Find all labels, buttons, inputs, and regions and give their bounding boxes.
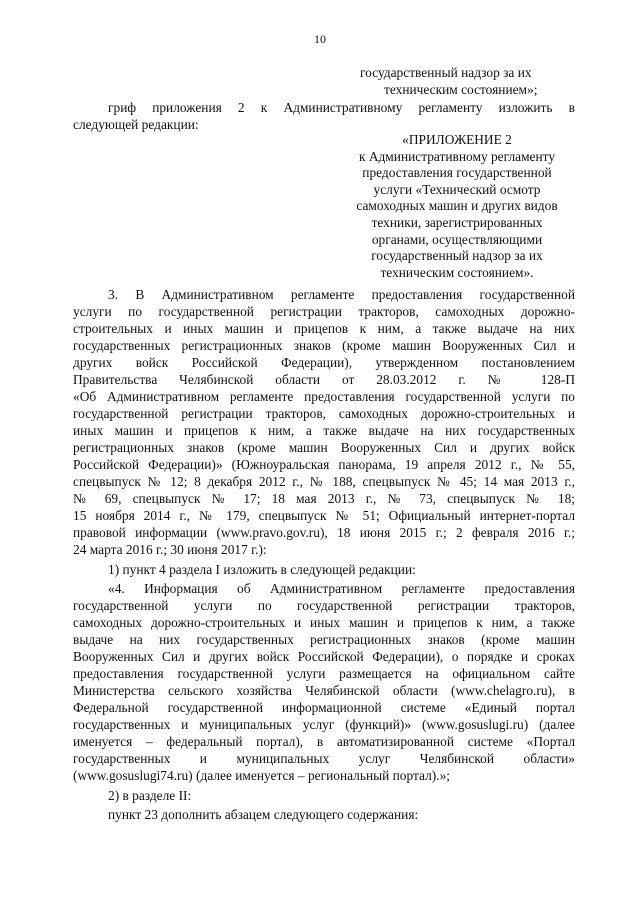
item3-line: Правительства Челябинской области от 28.03.2012 г. № 128-П (73, 372, 575, 387)
item3-line: спецвыпуск № 12; 8 декабря 2012 г., № 188, спецвыпуск № 45; 14 мая 2013 г., (73, 474, 575, 489)
item4-line: именуется – федеральный портал), в автоматизированной системе «Портал (73, 734, 575, 749)
item3-line: других войск Российской Федерации), утвержденном постановлением (73, 355, 575, 370)
item3-line: правовой информации (www.pravo.gov.ru), 18 июня 2015 г.; 2 февраля 2016 г.; (73, 525, 575, 540)
subitem-2: 2) в разделе II: (108, 788, 192, 803)
item3-line: иных машин и прицепов к ним, а также выдаче на них государственных (73, 423, 575, 438)
item3-line: государственных регистрационных знаков (кроме машин Вооруженных Сил и (73, 338, 575, 353)
item3-line: 3. В Административном регламенте предоставления государственной (108, 287, 575, 302)
item4-line: (www.gosuslugi74.ru) (далее именуется – региональный портал).»; (73, 768, 451, 783)
appendix-heading-line: техники, зарегистрированных (371, 214, 543, 230)
appendix-heading-line: государственный надзор за их (371, 248, 543, 264)
item3-line: государственной регистрации тракторов, самоходных дорожно-строительных и (73, 406, 575, 421)
appendix-heading-line: техническим состоянием». (380, 264, 534, 280)
item4-line: «4. Информация об Административном регламенте предоставления (108, 581, 575, 596)
appendix-heading-line: к Административному регламенту (358, 148, 556, 164)
item3-line: «Об Административном регламенте предоставления государственной услуги по (73, 389, 575, 404)
item4-line: выдаче на них государственных регистрационных знаков (кроме машин (73, 632, 575, 647)
item4-line: государственных и муниципальных услуг Челябинской области» (73, 751, 575, 766)
item3-line: 15 ноября 2014 г., № 179, спецвыпуск № 51; Официальный интернет-портал (73, 508, 575, 523)
appendix-heading-line: самоходных машин и других видов (356, 198, 558, 214)
item3-line: регистрационных знаков (кроме машин Вооруженных Сил и других войск (73, 440, 575, 455)
item4-line: предоставления государственной услуги размещается на официальном сайте (73, 666, 575, 681)
appendix-heading-line: органами, осуществляющими (371, 231, 543, 247)
top-fragment-line-1: государственный надзор за их (360, 65, 532, 80)
intro-line-2: следующей редакции: (73, 117, 199, 132)
appendix-heading-line: услуги «Технический осмотр (373, 181, 541, 197)
subitem-1: 1) пункт 4 раздела I изложить в следующей редакции: (108, 562, 416, 577)
item3-line: № 69, спецвыпуск № 17; 18 мая 2013 г., № 73, спецвыпуск № 18; (73, 491, 575, 506)
appendix-heading-line: предоставления государственной (362, 165, 552, 181)
intro-line-1: гриф приложения 2 к Административному регламенту изложить в (108, 100, 575, 115)
item4-line: государственных и муниципальных услуг (функций)» (www.gosuslugi.ru) (далее (73, 717, 575, 732)
top-fragment-line-2: техническим состоянием»; (384, 82, 538, 97)
subitem-2-text: пункт 23 дополнить абзацем следующего содержания: (108, 807, 419, 822)
page-number: 10 (314, 32, 326, 46)
item4-line: Федеральной государственной информационной системе «Единый портал (73, 700, 575, 715)
item4-line: Министерства сельского хозяйства Челябинской области (www.chelagro.ru), в (73, 683, 575, 698)
item3-line: 24 марта 2016 г.; 30 июня 2017 г.): (73, 542, 267, 557)
appendix-heading (342, 132, 572, 281)
item3-line: строительных и иных машин и прицепов к ним, а также выдаче на них (73, 321, 575, 336)
item3-line: услуги по государственной регистрации тракторов, самоходных дорожно- (73, 304, 575, 319)
item3-line: Российской Федерации)» (Южноуральская панорама, 19 апреля 2012 г., № 55, (73, 457, 575, 472)
item4-line: самоходных дорожно-строительных и иных машин и прицепов к ним, а также (73, 615, 575, 630)
item4-line: Вооруженных Сил и других войск Российской Федерации), о порядке и сроках (73, 649, 575, 664)
item4-line: государственной услуги по государственной регистрации тракторов, (73, 598, 575, 613)
appendix-heading-line: «ПРИЛОЖЕНИЕ 2 (402, 132, 512, 147)
